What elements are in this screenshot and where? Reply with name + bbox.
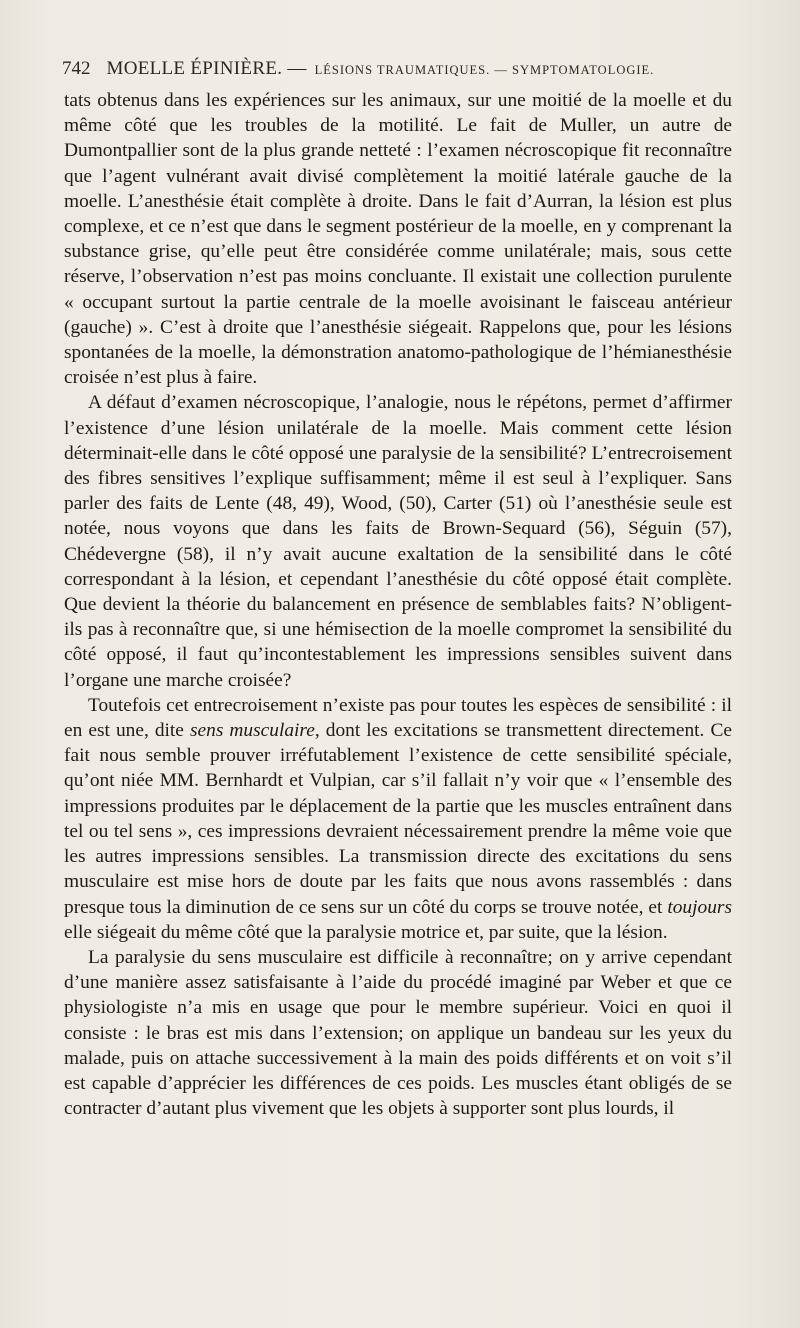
body-text (64, 88, 732, 1121)
running-title: MOELLE ÉPINIÈRE. — (106, 58, 307, 79)
page-header (62, 58, 742, 80)
paragraph-3 (64, 693, 732, 945)
paragraph-4: La paralysie du sens musculaire est difficile à reconnaître; on y arrive cependant d’une manière assez satisfaisante à l’aide du procédé imaginé par Weber et que ce physiologiste n’a mis en usage que pour le membre supérieur. Voici en quoi il consiste : le bras est mis dans l’extension; on applique un bandeau sur les yeux du malade, puis on attache successivement à la main des poids différents et on voit s’il est capable d’apprécier les différences de ces poids. Les muscles étant obligés de se contracter d’autant plus vivement que les objets à supporter sont plus lourds, il (64, 946, 732, 1120)
section-subtitle: LÉSIONS TRAUMATIQUES. — SYMPTOMATOLOGIE. (314, 63, 655, 77)
paragraph-3-text-b: , dont les excitations se transmettent directement. Ce fait nous semble prouver irréfutablement l’existence de cette sensibilité spéciale, qu’ont niée MM. Bernhardt et Vulpian, car s’il fallait n’y voir que « l’ensemble des impressions produites par le déplacement de la partie que les muscles entraînent dans tel ou tel sens », ces impressions devraient nécessairement prendre la même voie que les autres impressions sensibles. La transmission directe des excitations du sens musculaire est mise hors de doute par les faits que nous avons rassemblés : dans presque tous la diminution de ce sens sur un côté du corps se trouve notée, et (64, 720, 732, 918)
paragraph-3-text-a: Toutefois cet entrecroisement n’existe pas pour toutes les espèces de sensibilité : il en est une, dite (64, 694, 732, 742)
emphasis-sens-musculaire: sens musculaire (189, 720, 315, 742)
paragraph-3-text-c: elle siégeait du même côté que la paralysie motrice et, par suite, que la lésion. (64, 921, 668, 943)
page-number: 742 (62, 58, 91, 79)
paragraph-2: A défaut d’examen nécroscopique, l’analogie, nous le répétons, permet d’affirmer l’existence d’une lésion unilatérale de la moelle. Mais comment cette lésion déterminait-elle dans le côté opposé une paralysie de la sensibilité? L’entrecroisement des fibres sensitives l’explique suffisamment; même il est seul à l’expliquer. Sans parler des faits de Lente (48, 49), Wood, (50), Carter (51) où l’anesthésie seule est notée, nous voyons que dans les faits de Brown-Sequard (56), Séguin (57), Chédevergne (58), il n’y avait aucune exaltation de la sensibilité dans le côté correspondant à la lésion, et cependant l’anesthésie du côté opposé était complète. Que devient la théorie du balancement en présence de semblables faits? N’obligent-ils pas à reconnaître que, si une hémisection de la moelle compromet la sensibilité du côté opposé, il faut qu’incontestablement les impressions sensibles suivent dans l’organe une marche croisée? (64, 392, 732, 691)
paragraph-1: tats obtenus dans les expériences sur les animaux, sur une moitié de la moelle et du même côté que les troubles de la motilité. Le fait de Muller, un autre de Dumontpallier sont de la plus grande netteté : l’examen nécroscopique fit reconnaître que l’agent vulnérant avait divisé complètement la moitié latérale gauche de la moelle. L’anesthésie était complète à droite. Dans le fait d’Aurran, la lésion est plus complexe, et ce n’est que dans le segment postérieur de la moelle, en y comprenant la substance grise, qu’elle peut être considérée comme unilatérale; mais, sous cette réserve, l’observation n’est pas moins concluante. Il existait une collection purulente « occupant surtout la partie centrale de la moelle avoisinant le faisceau antérieur (gauche) ». C’est à droite que l’anesthésie siégeait. Rappelons que, pour les lésions spontanées de la moelle, la démonstration anatomo-pathologique de l’hémianesthésie croisée n’est plus à faire. (64, 90, 732, 389)
emphasis-toujours: toujours (667, 896, 732, 918)
